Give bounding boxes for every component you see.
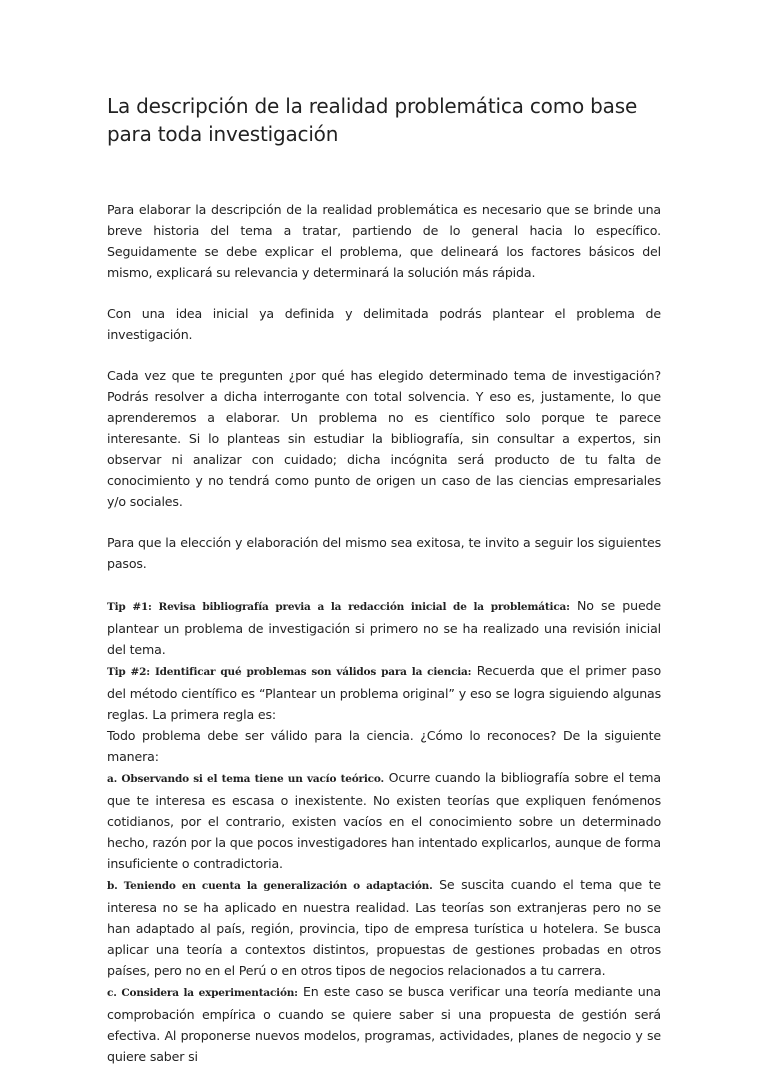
paragraph-intro: Para elaborar la descripción de la realidad problemática es necesario que se brinde una breve historia del tema a tratar, partiendo de lo general hacia lo específico. Seguidamente se debe explicar el problema, que delineará los factores básicos del mismo, explicará su relevancia y determinará la solución más rápida. — [107, 202, 661, 280]
tip-2 — [107, 660, 661, 725]
item-b — [107, 874, 661, 981]
item-a — [107, 767, 661, 874]
tip-2-text: Recuerda que el primer paso del método científico es “Plantear un problema original” y eso se logra siguiendo algunas reglas. La primera regla es: — [107, 663, 661, 722]
item-b-lead: b. Teniendo en cuenta la generalización o adaptación. — [107, 880, 433, 892]
rule-intro: Todo problema debe ser válido para la ciencia. ¿Cómo lo reconoces? De la siguiente manera: — [107, 728, 661, 764]
paragraph-steps: Para que la elección y elaboración del mismo sea exitosa, te invito a seguir los siguientes pasos. — [107, 535, 661, 571]
tips-section — [107, 595, 661, 1067]
paragraph-question: Cada vez que te pregunten ¿por qué has elegido determinado tema de investigación? Podrás resolver a dicha interrogante con total solvencia. Y eso es, justamente, lo que aprenderemos a elaborar. Un problema no es científico solo porque te parece interesante. Si lo planteas sin estudiar la bibliografía, sin consultar a expertos, sin observar ni analizar con cuidado; dicha incógnita será producto de tu falta de conocimiento y no tendrá como punto de origen un caso de las ciencias empresariales y/o sociales. — [107, 368, 661, 509]
document-title: La descripción de la realidad problemática como base para toda investigación — [107, 94, 638, 146]
item-a-text: Ocurre cuando la bibliografía sobre el tema que te interesa es escasa o inexistente. No existen teorías que expliquen fenómenos cotidianos, por el contrario, existen vacíos en el conocimiento sobre un determinado hecho, razón por la que pocos investigadores han intentado explicarlos, aunque de forma insuficiente o contradictoria. — [107, 770, 661, 871]
paragraph-idea: Con una idea inicial ya definida y delimitada podrás plantear el problema de investigación. — [107, 306, 661, 342]
tip-1-text: No se puede plantear un problema de investigación si primero no se ha realizado una revisión inicial del tema. — [107, 598, 661, 657]
tip-1-lead: Tip #1: Revisa bibliografía previa a la redacción inicial de la problemática: — [107, 601, 570, 613]
tip-1 — [107, 595, 661, 660]
item-c-text: En este caso se busca verificar una teoría mediante una comprobación empírica o cuando se quiere saber si una propuesta de gestión será efectiva. Al proponerse nuevos modelos, programas, actividades, planes de negocio y se quiere saber si — [107, 984, 661, 1064]
item-c-lead: c. Considera la experimentación: — [107, 987, 298, 999]
item-c — [107, 981, 661, 1067]
item-a-lead: a. Observando si el tema tiene un vacío teórico. — [107, 773, 384, 785]
item-b-text: Se suscita cuando el tema que te interesa no se ha aplicado en nuestra realidad. Las teorías son extranjeras pero no se han adaptado al país, región, provincia, tipo de empresa turística u hotelera. Se busca aplicar una teoría a contextos distintos, propuestas de gestiones probadas en otros países, pero no en el Perú o en otros tipos de negocios relacionados a tu carrera. — [107, 877, 661, 978]
tip-2-lead: Tip #2: Identificar qué problemas son válidos para la ciencia: — [107, 666, 472, 678]
